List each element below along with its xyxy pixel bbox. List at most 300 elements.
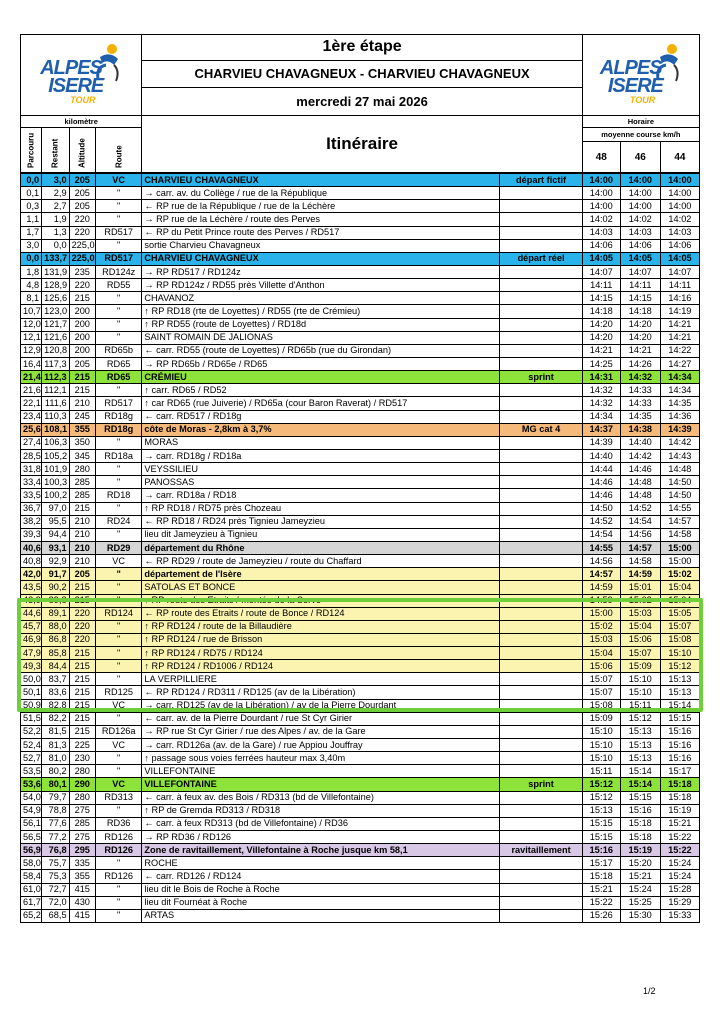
cell-route: " [95,857,141,870]
cell-time-46: 15:14 [620,778,660,791]
cell-restant: 97,0 [42,502,69,515]
cell-note [500,607,582,620]
cell-time-46: 14:03 [620,226,660,239]
cell-time-46: 15:09 [620,660,660,673]
cell-itineraire: ↑ car RD65 (rue Juiverie) / RD65a (cour Baron Raverat) / RD517 [142,397,500,410]
cell-route: " [95,909,141,922]
cell-itineraire: → carr. av. du Collège / rue de la République [142,187,500,200]
table-row [21,581,700,594]
cell-restant: 81,5 [42,725,69,738]
cell-time-44: 14:42 [660,436,699,449]
cell-time-44: 14:43 [660,449,699,462]
cell-route: " [95,581,141,594]
cell-route: RD24 [95,515,141,528]
cell-altitude: 295 [69,844,95,857]
cell-note: sprint [500,778,582,791]
cell-restant: 83,6 [42,686,69,699]
cell-altitude: 210 [69,515,95,528]
cell-parcouru: 1,7 [21,226,42,239]
cell-parcouru: 58,4 [21,870,42,883]
cell-itineraire: → carr. RD18a / RD18 [142,489,500,502]
cell-restant: 88,0 [42,620,69,633]
table-row [21,436,700,449]
stage-date: mercredi 27 mai 2026 [142,88,582,116]
cell-altitude: 225 [69,739,95,752]
cell-time-46: 14:59 [620,568,660,581]
table-row [21,896,700,909]
logo-right [582,35,699,116]
cell-time-46: 14:33 [620,397,660,410]
cell-route: RD126 [95,844,141,857]
cell-time-44: 15:16 [660,739,699,752]
col-route: Route [95,128,141,173]
cell-note [500,541,582,554]
alpes-isere-tour-logo [598,43,684,103]
cell-restant: 78,8 [42,804,69,817]
cell-time-44: 14:39 [660,423,699,436]
cell-route: " [95,528,141,541]
cell-time-44: 14:21 [660,331,699,344]
cell-parcouru: 65,2 [21,909,42,922]
cell-note [500,318,582,331]
cell-route: RD65 [95,357,141,370]
cell-time-48: 15:11 [582,765,620,778]
cell-time-44: 14:34 [660,384,699,397]
cell-route: " [95,752,141,765]
cell-parcouru: 45,7 [21,620,42,633]
cell-time-46: 15:10 [620,686,660,699]
cell-note [500,187,582,200]
cell-restant: 123,0 [42,305,69,318]
cell-note [500,502,582,515]
cell-time-44: 14:48 [660,463,699,476]
cell-altitude: 215 [69,660,95,673]
cell-altitude: 200 [69,318,95,331]
cell-time-44: 15:17 [660,765,699,778]
cell-note: départ réel [500,252,582,265]
cell-parcouru: 50,0 [21,673,42,686]
cell-altitude: 210 [69,528,95,541]
cell-time-46: 15:10 [620,673,660,686]
cell-time-44: 14:27 [660,357,699,370]
cell-route: RD18g [95,423,141,436]
cell-route: " [95,318,141,331]
cell-itineraire: SAINT ROMAIN DE JALIONAS [142,331,500,344]
cell-itineraire: ↑ RP RD124 / RD1006 / RD124 [142,660,500,673]
cell-altitude: 220 [69,279,95,292]
cell-itineraire: ← RP route des Etraits / route de Bonce / RD124 [142,607,500,620]
cell-altitude: 345 [69,449,95,462]
cell-route: RD18a [95,449,141,462]
cell-time-48: 14:32 [582,384,620,397]
cell-note [500,463,582,476]
cell-route: " [95,200,141,213]
cell-altitude: 205 [69,187,95,200]
table-row [21,371,700,384]
cell-restant: 79,7 [42,791,69,804]
cell-parcouru: 28,5 [21,449,42,462]
cell-altitude: 210 [69,541,95,554]
cell-parcouru: 53,5 [21,765,42,778]
cell-restant: 131,9 [42,265,69,278]
cell-time-48: 14:56 [582,555,620,568]
cell-parcouru: 43,9 [21,594,42,607]
logo-text-tour: TOUR [70,94,96,105]
cell-restant: 2,7 [42,200,69,213]
cell-time-48: 15:07 [582,686,620,699]
cell-time-44: 15:00 [660,555,699,568]
cell-note [500,909,582,922]
cell-time-48: 14:32 [582,397,620,410]
cell-note [500,357,582,370]
roadbook-sheet [20,34,700,923]
cell-note [500,568,582,581]
cell-restant: 82,2 [42,712,69,725]
cell-route: RD36 [95,817,141,830]
cell-altitude: 205 [69,200,95,213]
cell-note [500,620,582,633]
cell-altitude: 215 [69,686,95,699]
cell-route: " [95,463,141,476]
cell-altitude: 215 [69,699,95,712]
cell-parcouru: 44,6 [21,607,42,620]
cell-altitude: 220 [69,607,95,620]
cell-time-44: 14:02 [660,213,699,226]
cell-time-48: 14:06 [582,239,620,252]
cell-itineraire: SATOLAS ET BONCE [142,581,500,594]
cell-note [500,397,582,410]
cell-itineraire: → RP rue de la Léchère / route des Perves [142,213,500,226]
cell-parcouru: 22,1 [21,397,42,410]
cell-note [500,660,582,673]
cell-time-46: 15:01 [620,581,660,594]
cell-altitude: 220 [69,620,95,633]
cell-time-44: 14:11 [660,279,699,292]
table-row [21,174,700,187]
cell-itineraire: lieu dit Jameyzieu à Tignieu [142,528,500,541]
cell-time-48: 15:15 [582,817,620,830]
table-row [21,239,700,252]
table-row [21,397,700,410]
cell-altitude: 215 [69,371,95,384]
cell-time-48: 15:10 [582,752,620,765]
cell-time-44: 14:06 [660,239,699,252]
logo-left [21,35,142,116]
cell-time-46: 15:13 [620,725,660,738]
logo-text-alpes: ALPES [599,56,662,79]
cell-time-44: 14:36 [660,410,699,423]
table-row [21,292,700,305]
cell-time-48: 15:07 [582,673,620,686]
cell-time-48: 14:55 [582,541,620,554]
cell-parcouru: 33,5 [21,489,42,502]
cell-itineraire: CHARVIEU CHAVAGNEUX [142,252,500,265]
cell-time-46: 14:02 [620,213,660,226]
cell-note [500,581,582,594]
cell-time-48: 14:18 [582,305,620,318]
cell-note [500,647,582,660]
cell-altitude: 200 [69,344,95,357]
cell-altitude: 200 [69,331,95,344]
cell-parcouru: 50,1 [21,686,42,699]
cell-altitude: 280 [69,765,95,778]
cell-altitude: 215 [69,712,95,725]
cell-time-46: 15:21 [620,870,660,883]
cell-altitude: 235 [69,265,95,278]
cell-route: " [95,239,141,252]
cell-parcouru: 53,6 [21,778,42,791]
cell-restant: 91,7 [42,568,69,581]
cell-time-46: 15:13 [620,752,660,765]
cell-itineraire: ← carr. RD126 / RD124 [142,870,500,883]
cell-note [500,449,582,462]
cell-route: " [95,804,141,817]
cell-time-44: 15:00 [660,541,699,554]
cell-time-44: 15:16 [660,752,699,765]
cell-route: RD517 [95,252,141,265]
cell-altitude: 215 [69,725,95,738]
cell-route: RD55 [95,279,141,292]
cell-time-44: 15:04 [660,581,699,594]
cell-parcouru: 0,0 [21,252,42,265]
cell-time-48: 14:31 [582,371,620,384]
cell-time-46: 14:58 [620,555,660,568]
cell-itineraire: côte de Moras - 2,8km à 3,7% [142,423,500,436]
cell-time-44: 15:02 [660,568,699,581]
cell-route: RD517 [95,397,141,410]
cell-note [500,686,582,699]
cell-itineraire: ↑ RP RD18 (rte de Loyettes) / RD55 (rte de Crémieu) [142,305,500,318]
table-row [21,463,700,476]
cell-restant: 110,3 [42,410,69,423]
cell-time-44: 14:21 [660,318,699,331]
cell-restant: 1,3 [42,226,69,239]
cell-itineraire: LA VERPILLIERE [142,673,500,686]
cell-restant: 108,1 [42,423,69,436]
cell-parcouru: 16,4 [21,357,42,370]
cell-route: " [95,436,141,449]
cell-restant: 82,8 [42,699,69,712]
logo-text-alpes: ALPES [40,56,102,79]
speed-44: 44 [660,142,699,173]
cell-time-46: 14:07 [620,265,660,278]
cell-time-48: 14:34 [582,410,620,423]
cell-route: " [95,568,141,581]
cell-altitude: 285 [69,476,95,489]
cell-time-48: 15:02 [582,620,620,633]
cell-route: RD126 [95,870,141,883]
cell-itineraire: → carr. RD126a (av. de la Gare) / rue Appiou Jouffray [142,739,500,752]
cell-itineraire: → carr. RD125 (av de la Libération) / av de la Pierre Dourdant [142,699,500,712]
cell-itineraire: ROCHE [142,857,500,870]
cell-note [500,226,582,239]
cell-parcouru: 12,1 [21,331,42,344]
cell-time-44: 14:35 [660,397,699,410]
cell-parcouru: 46,9 [21,633,42,646]
cell-parcouru: 56,5 [21,831,42,844]
cell-route: VC [95,555,141,568]
stage-route: CHARVIEU CHAVAGNEUX - CHARVIEU CHAVAGNEUX [142,60,582,88]
cell-time-48: 15:08 [582,699,620,712]
cell-time-46: 15:04 [620,620,660,633]
table-row [21,279,700,292]
stage-title: 1ère étape [142,35,582,61]
cell-time-44: 14:50 [660,489,699,502]
cell-note [500,817,582,830]
cell-parcouru: 36,7 [21,502,42,515]
table-row [21,883,700,896]
cell-time-48: 14:15 [582,292,620,305]
cell-route: " [95,620,141,633]
table-row [21,607,700,620]
cell-time-44: 15:22 [660,831,699,844]
logo-text-isere: ISERE [607,74,663,97]
cell-itineraire: ↑ RP RD124 / rue de Brisson [142,633,500,646]
table-row [21,344,700,357]
cell-altitude: 205 [69,174,95,187]
cell-route: " [95,673,141,686]
cell-restant: 100,3 [42,476,69,489]
table-row [21,686,700,699]
cell-parcouru: 8,1 [21,292,42,305]
cell-time-48: 14:59 [582,594,620,607]
cell-note [500,528,582,541]
cell-time-48: 15:15 [582,831,620,844]
cell-altitude: 290 [69,778,95,791]
cell-restant: 1,9 [42,213,69,226]
alpes-isere-tour-logo [38,43,124,103]
cell-restant: 111,6 [42,397,69,410]
cell-itineraire: ↑ RP route des Etraits / montée de la Serve [142,594,500,607]
cell-altitude: 335 [69,857,95,870]
cell-time-44: 14:07 [660,265,699,278]
header-table [20,34,700,173]
cell-altitude: 215 [69,673,95,686]
cell-time-48: 14:03 [582,226,620,239]
logo-text-isere: ISERE [48,74,104,97]
cell-route: " [95,305,141,318]
table-row [21,831,700,844]
cell-parcouru: 56,1 [21,817,42,830]
cell-time-48: 14:25 [582,357,620,370]
cell-itineraire: → carr. RD18g / RD18a [142,449,500,462]
cell-parcouru: 42,0 [21,568,42,581]
cell-parcouru: 54,0 [21,791,42,804]
cell-time-48: 14:57 [582,568,620,581]
cell-time-44: 15:18 [660,791,699,804]
cell-time-48: 15:16 [582,844,620,857]
cell-altitude: 280 [69,463,95,476]
cell-time-48: 14:59 [582,581,620,594]
cell-altitude: 220 [69,633,95,646]
cell-altitude: 350 [69,436,95,449]
cell-route: " [95,502,141,515]
cell-route: " [95,660,141,673]
cell-restant: 100,2 [42,489,69,502]
cell-note [500,712,582,725]
table-row [21,909,700,922]
cell-itineraire: VILLEFONTAINE [142,778,500,791]
cell-time-46: 15:18 [620,831,660,844]
cell-time-46: 15:14 [620,765,660,778]
cell-time-46: 14:32 [620,371,660,384]
cell-note: ravitaillement [500,844,582,857]
cell-time-44: 14:57 [660,515,699,528]
cell-time-44: 15:14 [660,699,699,712]
cell-note [500,896,582,909]
cell-altitude: 225,0 [69,239,95,252]
cell-time-44: 15:16 [660,725,699,738]
cell-time-46: 15:11 [620,699,660,712]
cell-route: " [95,647,141,660]
cell-itineraire: CHAVANOZ [142,292,500,305]
cell-time-46: 14:20 [620,331,660,344]
cell-time-46: 14:00 [620,200,660,213]
cell-time-44: 15:19 [660,804,699,817]
cell-note [500,279,582,292]
cell-time-44: 15:05 [660,607,699,620]
speed-48: 48 [582,142,620,173]
cell-parcouru: 0,3 [21,200,42,213]
table-row [21,594,700,607]
cell-time-48: 14:54 [582,528,620,541]
cell-time-46: 15:19 [620,844,660,857]
cell-route: " [95,633,141,646]
cell-time-48: 15:12 [582,778,620,791]
cell-time-44: 15:24 [660,857,699,870]
table-row [21,620,700,633]
cell-time-46: 14:48 [620,489,660,502]
cell-restant: 0,0 [42,239,69,252]
cell-itineraire: → RP RD124z / RD55 près Villette d'Anthon [142,279,500,292]
cell-time-44: 15:24 [660,870,699,883]
cell-time-44: 14:22 [660,344,699,357]
cell-parcouru: 4,8 [21,279,42,292]
cell-parcouru: 12,0 [21,318,42,331]
cell-time-44: 15:13 [660,673,699,686]
cell-route: RD124z [95,265,141,278]
cell-restant: 72,7 [42,883,69,896]
cell-itineraire: → RP RD517 / RD124z [142,265,500,278]
cell-altitude: 215 [69,594,95,607]
cell-route: " [95,476,141,489]
table-row [21,739,700,752]
cell-time-48: 15:10 [582,739,620,752]
cell-route: RD126a [95,725,141,738]
cell-time-48: 15:26 [582,909,620,922]
cell-time-48: 14:46 [582,476,620,489]
cell-time-44: 14:05 [660,252,699,265]
cell-parcouru: 61,0 [21,883,42,896]
cell-altitude: 285 [69,817,95,830]
table-row [21,765,700,778]
cell-note [500,410,582,423]
cell-altitude: 205 [69,568,95,581]
cell-time-44: 15:04 [660,594,699,607]
cell-parcouru: 0,0 [21,174,42,187]
cell-itineraire: Zone de ravitaillement, Villefontaine à Roche jusque km 58,1 [142,844,500,857]
cell-time-44: 15:21 [660,817,699,830]
cell-itineraire: lieu dit Fournéat à Roche [142,896,500,909]
cell-time-44: 14:00 [660,174,699,187]
table-row [21,725,700,738]
cell-time-46: 14:54 [620,515,660,528]
cell-restant: 81,3 [42,739,69,752]
cell-note [500,739,582,752]
cell-time-46: 14:35 [620,410,660,423]
cell-restant: 75,7 [42,857,69,870]
cell-restant: 92,9 [42,555,69,568]
